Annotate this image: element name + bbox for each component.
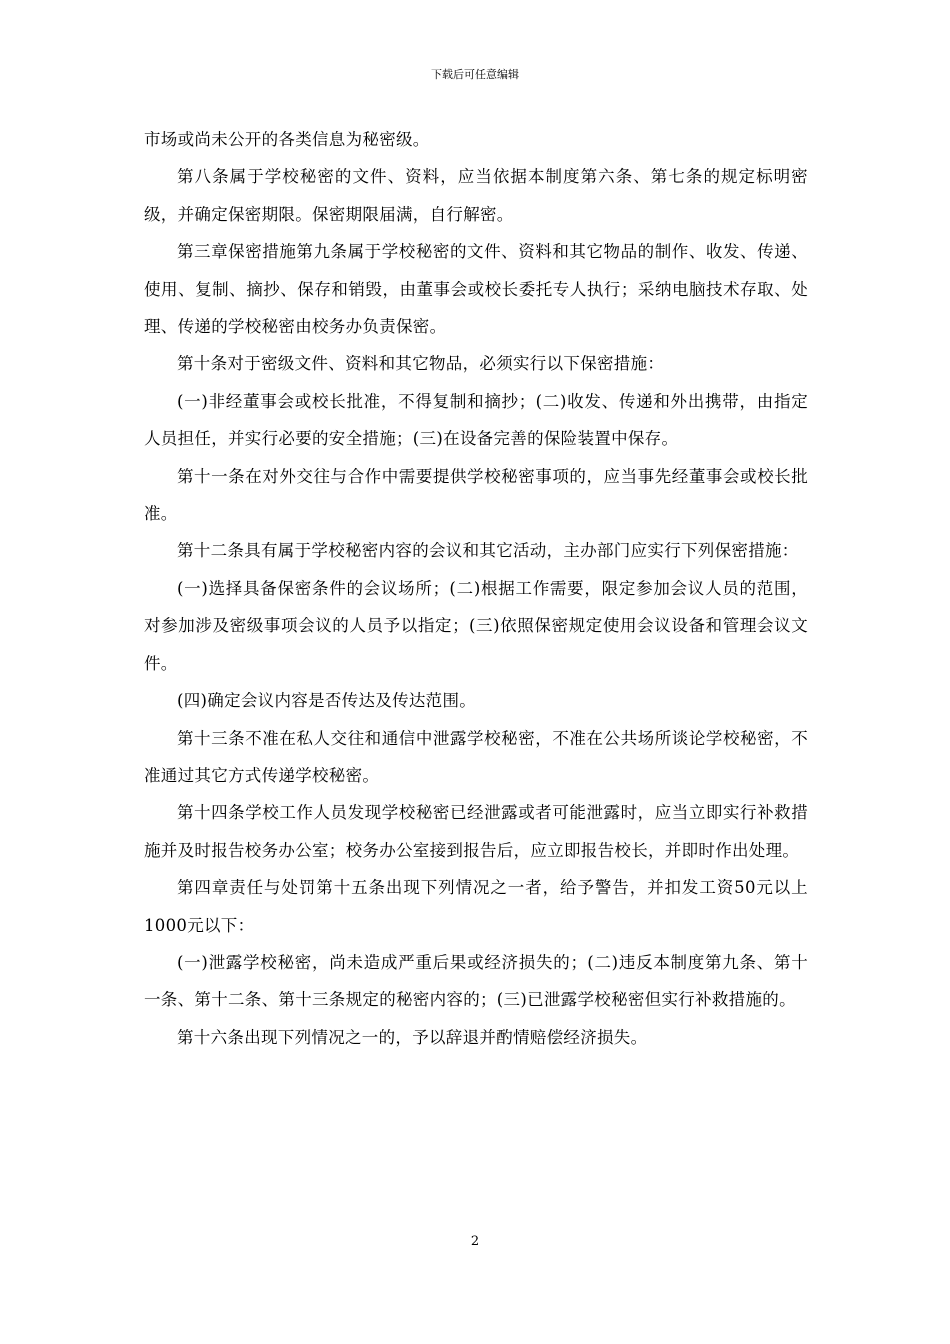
paragraph-article-10-items: (一)非经董事会或校长批准，不得复制和摘抄；(二)收发、传递和外出携带，由指定人员担任，并实行必要的安全措施；(三)在设备完善的保险装置中保存。	[144, 391, 808, 449]
page-number: 2	[470, 1234, 480, 1249]
page-header: 下载后可任意编辑	[431, 68, 519, 81]
paragraph-continuation: 市场或尚未公开的各类信息为秘密级。	[144, 130, 430, 149]
paragraph-article-12-items: (一)选择具备保密条件的会议场所；(二)根据工作需要，限定参加会议人员的范围，对参加涉及密级事项会议的人员予以指定；(三)依照保密规定使用会议设备和管理会议文件。	[144, 578, 808, 673]
paragraph-article-13: 第十三条不准在私人交往和通信中泄露学校秘密，不准在公共场所谈论学校秘密，不准通过其它方式传递学校秘密。	[144, 728, 808, 785]
paragraph-article-10: 第十条对于密级文件、资料和其它物品，必须实行以下保密措施：	[177, 354, 665, 374]
paragraph-article-8: 第八条属于学校秘密的文件、资料，应当依据本制度第六条、第七条的规定标明密级，并确定保密期限。保密期限届满，自行解密。	[144, 167, 808, 224]
document-body	[144, 121, 808, 1056]
paragraph-article-15: 第四章责任与处罚第十五条出现下列情况之一者，给予警告，并扣发工资50元以上1000元以下：	[144, 878, 808, 935]
paragraph-article-16: 第十六条出现下列情况之一的，予以辞退并酌情赔偿经济损失。	[177, 1027, 648, 1047]
paragraph-article-12: 第十二条具有属于学校秘密内容的会议和其它活动，主办部门应实行下列保密措施：	[177, 541, 799, 561]
paragraph-article-14: 第十四条学校工作人员发现学校秘密已经泄露或者可能泄露时，应当立即实行补救措施并及时报告校务办公室；校务办公室接到报告后，应立即报告校长，并即时作出处理。	[144, 803, 808, 860]
paragraph-article-9: 第三章保密措施第九条属于学校秘密的文件、资料和其它物品的制作、收发、传递、使用、复制、摘抄、保存和销毁，由董事会或校长委托专人执行；采纳电脑技术存取、处理、传递的学校秘密由校务办负责保密。	[144, 242, 808, 337]
paragraph-article-15-items: (一)泄露学校秘密，尚未造成严重后果或经济损失的；(二)违反本制度第九条、第十一条、第十二条、第十三条规定的秘密内容的；(三)已泄露学校秘密但实行补救措施的。	[144, 952, 808, 1010]
paragraph-article-12-item-4: (四)确定会议内容是否传达及传达范围。	[177, 691, 477, 711]
paragraph-article-11: 第十一条在对外交往与合作中需要提供学校秘密事项的，应当事先经董事会或校长批准。	[144, 466, 808, 524]
